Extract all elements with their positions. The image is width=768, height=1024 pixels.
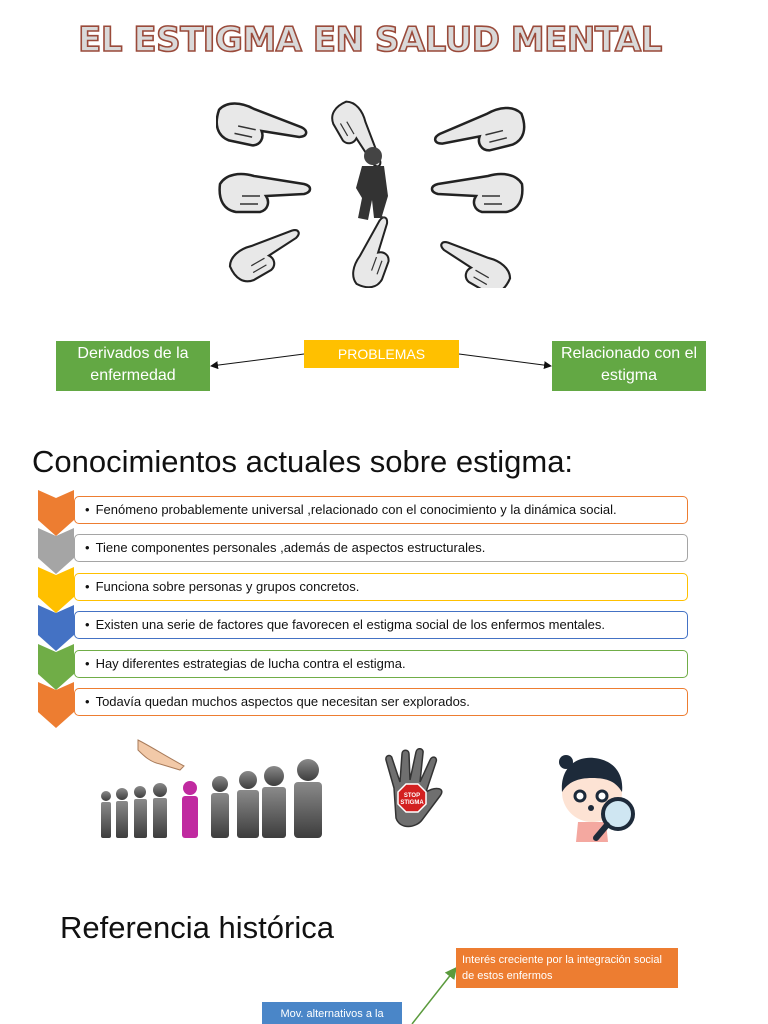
people-group-icon [98,738,334,842]
problems-box: PROBLEMAS [304,340,459,368]
pointing-hand-icon [225,221,308,287]
knowledge-list [38,492,698,722]
pointing-hands-illustration [216,88,526,288]
list-item [38,530,698,568]
knowledge-item-text: Fenómeno probablemente universal ,relacionado con el conocimiento y la dinámica social. [95,502,617,517]
knowledge-item [74,611,688,639]
knowledge-item [74,573,688,601]
svg-text:STIGMA: STIGMA [400,800,424,806]
pointing-hand-icon [216,100,309,156]
page-title: EL ESTIGMA EN SALUD MENTAL [78,20,662,60]
magnifier-person-icon [552,752,644,846]
pointing-hand-icon [220,174,310,212]
knowledge-item-text: Todavía quedan muchos aspectos que necesitan ser explorados. [95,693,470,709]
list-item [38,684,698,722]
chevron-down-icon [38,682,74,728]
knowledge-item-text: Tiene componentes personales ,además de aspectos estructurales. [95,540,486,556]
integration-interest-box: Interés creciente por la integración social de estos enfermos [456,948,678,988]
list-item [38,607,698,645]
bullet-icon: • [85,693,90,709]
pointing-hand-icon [432,104,526,163]
pointing-hand-icon [327,97,389,175]
knowledge-item [74,534,688,562]
knowledge-heading: Conocimientos actuales sobre estigma: [32,444,574,479]
pointing-hand-icon [349,213,402,288]
bullet-icon: • [85,540,90,556]
knowledge-item-text: Hay diferentes estrategias de lucha contra el estigma. [95,655,406,671]
knowledge-item-text: Funciona sobre personas y grupos concretos. [95,578,360,594]
svg-text:STOP: STOP [403,793,421,799]
history-heading: Referencia histórica [60,910,334,945]
silhouette-person-icon [356,147,388,220]
derived-from-illness-box: Derivados de la enfermedad [56,341,210,391]
bullet-icon: • [85,502,90,517]
list-item [38,569,698,607]
bullet-icon: • [85,578,90,594]
knowledge-item [74,650,688,678]
bullet-icon: • [85,617,90,633]
pointing-hand-icon [432,174,522,212]
pointing-hand-icon [432,233,515,288]
knowledge-item [74,688,688,716]
knowledge-item-text: Existen una serie de factores que favorecen el estigma social de los enfermos mentales. [95,617,605,633]
list-item [38,492,698,530]
bullet-icon: • [85,655,90,671]
related-to-stigma-box: Relacionado con el estigma [552,341,706,391]
knowledge-item [74,496,688,524]
list-item [38,646,698,684]
alternative-movements-box: Mov. alternativos a la [262,1002,402,1024]
stop-hand-icon [376,748,456,834]
